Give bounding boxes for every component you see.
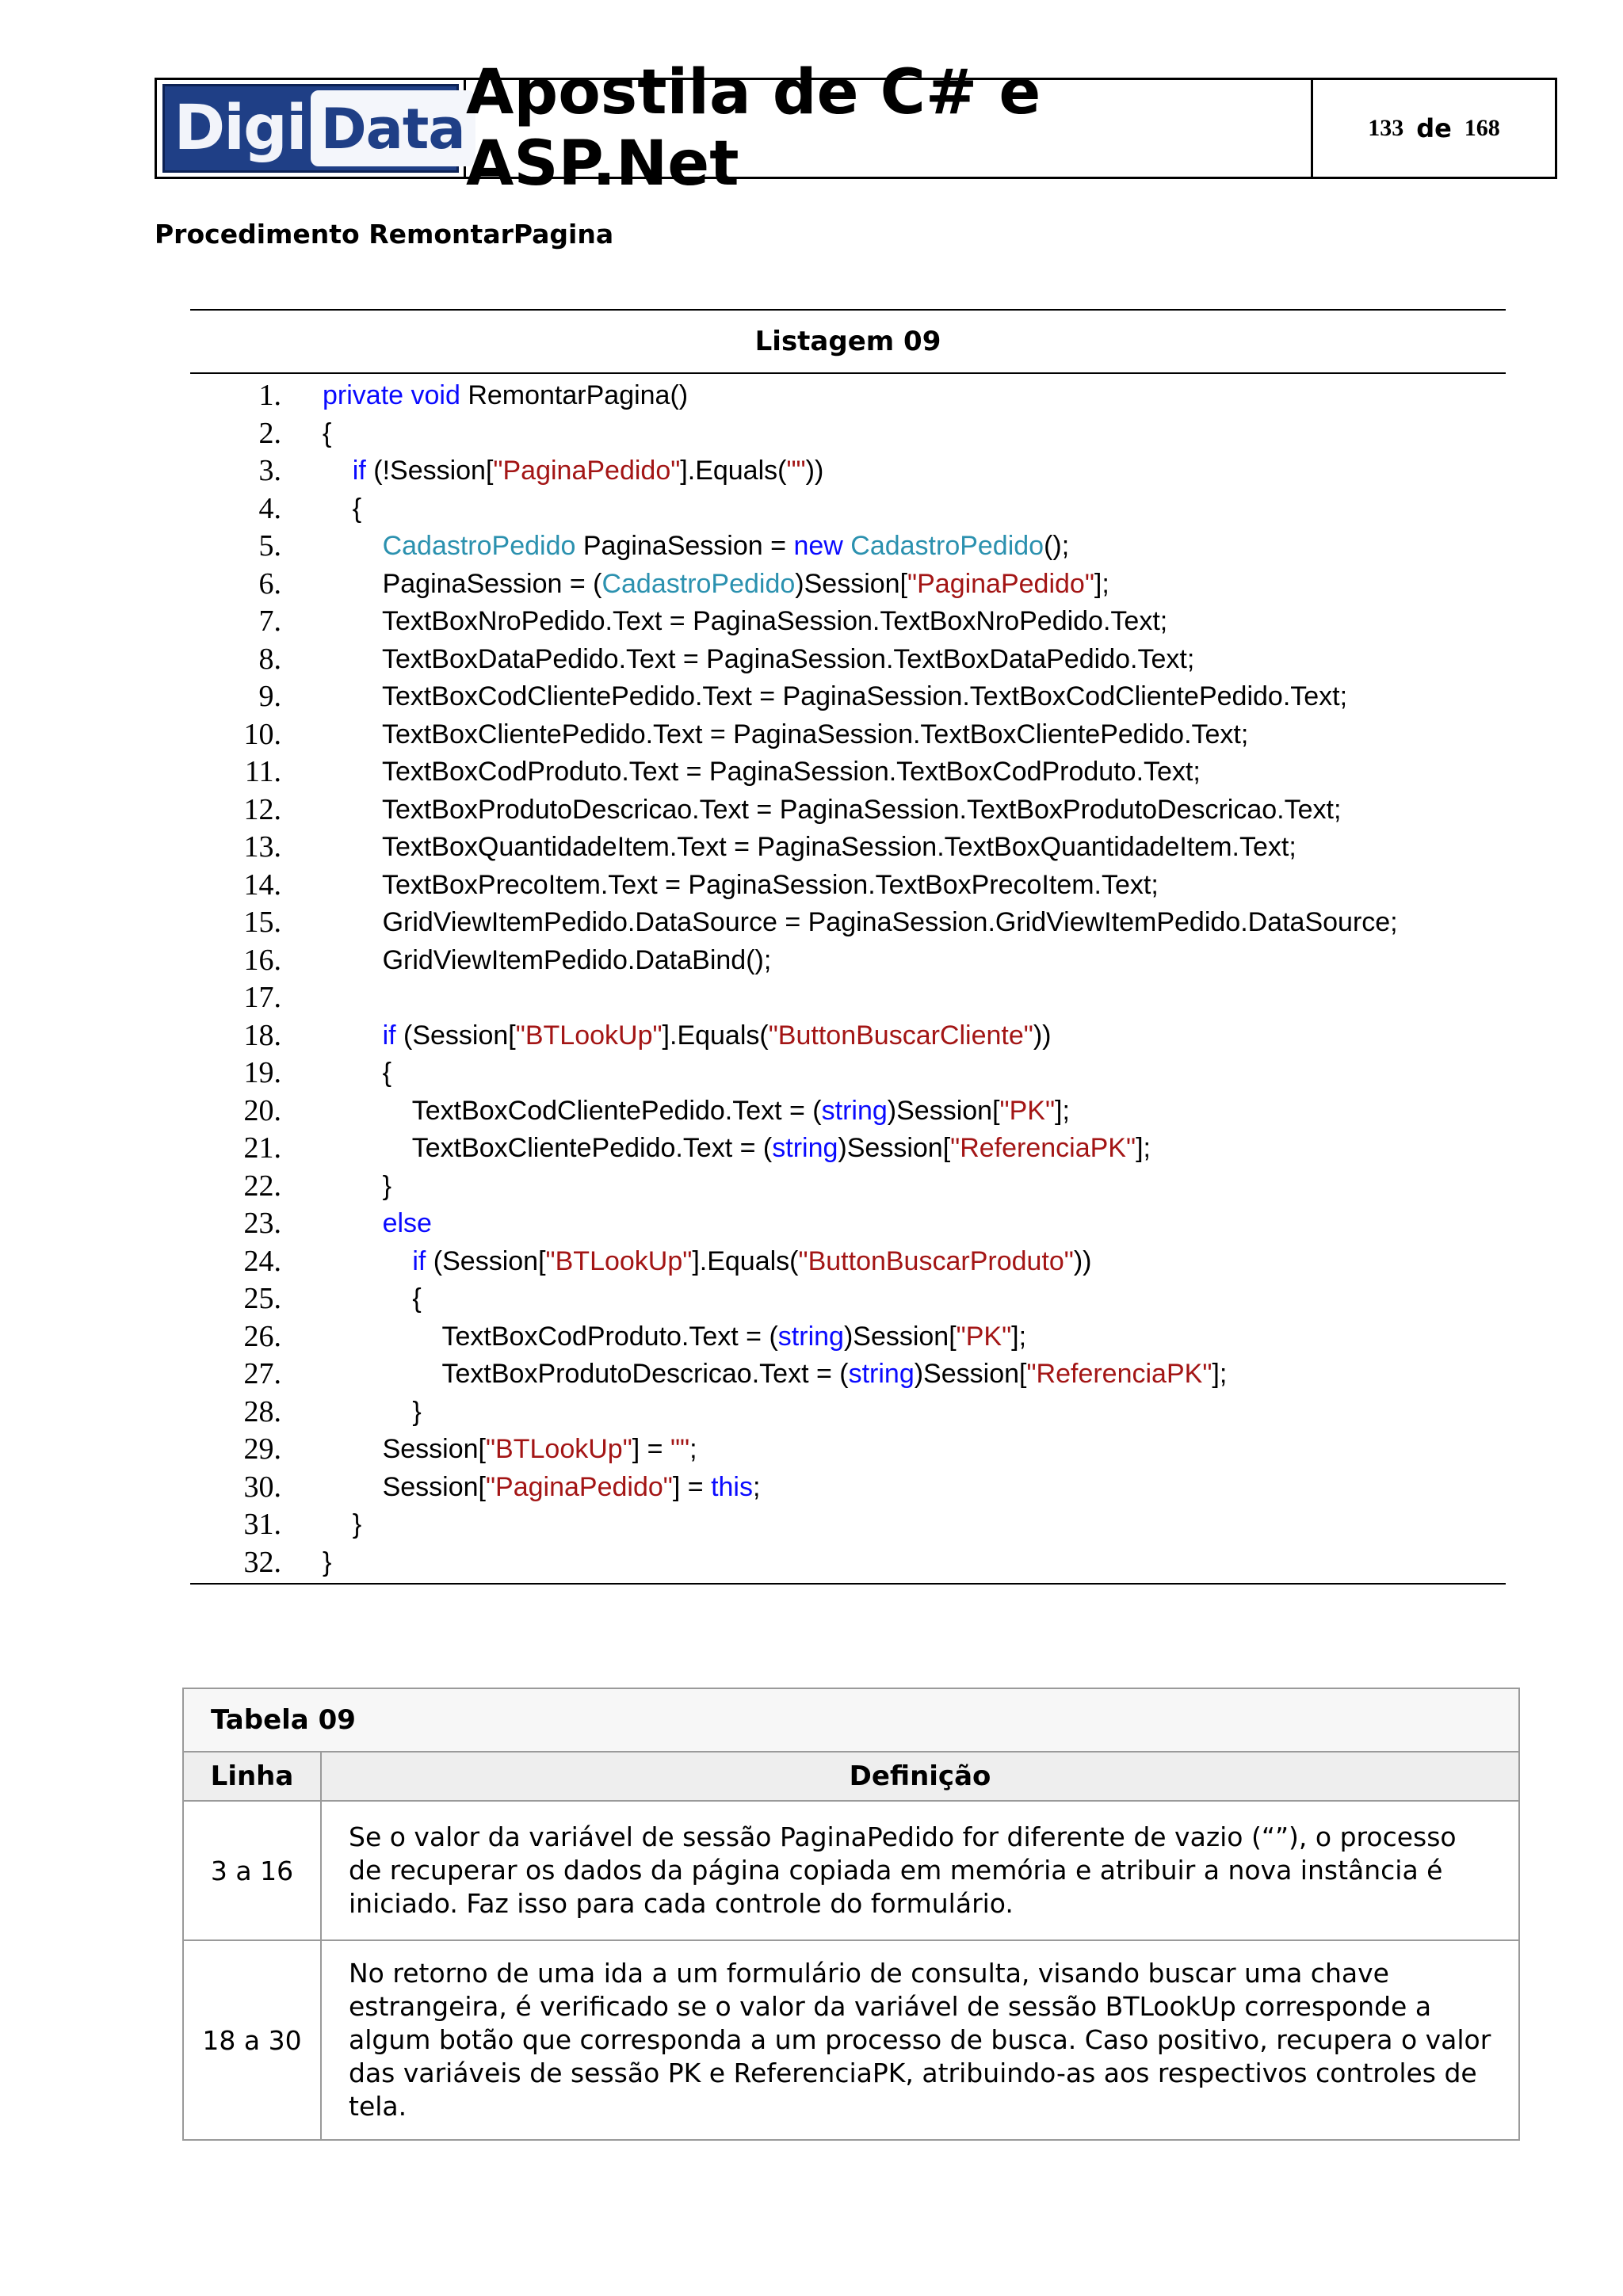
line-number: 19. — [243, 1056, 281, 1089]
code-line — [190, 829, 1506, 867]
code-line — [190, 1017, 1506, 1055]
code-token: ] = — [672, 1471, 712, 1502]
code-token — [323, 456, 353, 486]
code-text — [323, 452, 823, 490]
code-line — [190, 1280, 1506, 1318]
code-token: Session[ — [323, 1471, 486, 1502]
code-text — [323, 753, 1201, 791]
page-header — [155, 57, 1557, 200]
code-token: (); — [1044, 531, 1070, 561]
code-token: ]; — [1011, 1321, 1027, 1352]
code-line — [190, 1394, 1506, 1432]
code-token: ] = — [632, 1434, 670, 1464]
code-token: TextBoxQuantidadeItem.Text = PaginaSession.TextBoxQuantidadeItem.Text; — [323, 832, 1296, 862]
code-text — [323, 528, 1069, 566]
line-number: 12. — [243, 792, 281, 826]
code-token: "BTLookUp" — [515, 1020, 663, 1051]
line-number: 31. — [243, 1508, 281, 1541]
code-line — [190, 415, 1506, 453]
code-line — [190, 1055, 1506, 1093]
table-row — [183, 1940, 1519, 2140]
document-title: Apostila de C# e ASP.Net — [466, 80, 1313, 177]
code-token: "BTLookUp" — [545, 1245, 693, 1276]
code-text — [323, 1168, 391, 1206]
code-text — [323, 566, 1109, 604]
code-text — [323, 829, 1296, 867]
code-token — [843, 531, 850, 561]
code-token: (Session[ — [395, 1020, 516, 1051]
code-text — [323, 490, 361, 528]
code-token: "" — [786, 456, 806, 486]
code-token: TextBoxCodProduto.Text = ( — [323, 1321, 778, 1352]
logo-text-data: Data — [311, 90, 475, 166]
code-text — [323, 1469, 760, 1507]
code-token: "PK" — [956, 1321, 1012, 1352]
code-text — [323, 942, 771, 980]
code-text — [323, 1280, 422, 1318]
line-number: 9. — [258, 680, 281, 713]
line-number: 17. — [243, 981, 281, 1014]
code-token: )) — [1073, 1245, 1092, 1276]
code-token: )Session[ — [838, 1133, 951, 1163]
code-token: "" — [670, 1434, 690, 1464]
code-text — [323, 1394, 422, 1432]
code-token: } — [323, 1509, 362, 1539]
line-number: 15. — [243, 906, 281, 939]
page-current: 133 — [1368, 115, 1404, 141]
code-token: "ButtonBuscarProduto" — [798, 1245, 1074, 1276]
code-line — [190, 1544, 1506, 1582]
code-token: ].Equals( — [662, 1020, 769, 1051]
code-token: } — [323, 1396, 422, 1427]
code-listing — [190, 309, 1506, 1585]
line-number: 4. — [258, 491, 281, 525]
page-number — [1313, 80, 1555, 177]
code-token: TextBoxClientePedido.Text = PaginaSession.TextBoxClientePedido.Text; — [323, 719, 1249, 749]
code-token: (Session[ — [426, 1245, 546, 1276]
line-number: 14. — [243, 868, 281, 902]
code-text — [323, 603, 1167, 641]
code-token: TextBoxClientePedido.Text = ( — [323, 1133, 773, 1163]
code-line — [190, 1469, 1506, 1507]
line-number: 30. — [243, 1470, 281, 1504]
code-line — [190, 904, 1506, 942]
code-token: CadastroPedido — [382, 531, 576, 561]
code-line — [190, 566, 1506, 604]
code-token — [323, 1208, 383, 1238]
code-token: "ReferenciaPK" — [1026, 1359, 1212, 1389]
code-block — [190, 374, 1506, 1585]
line-number: 22. — [243, 1169, 281, 1203]
code-line — [190, 867, 1506, 905]
code-text — [323, 1205, 432, 1243]
code-token: TextBoxCodProduto.Text = PaginaSession.TextBoxCodProduto.Text; — [323, 757, 1201, 787]
code-token: TextBoxProdutoDescricao.Text = PaginaSession.TextBoxProdutoDescricao.Text; — [323, 794, 1342, 825]
code-text — [323, 1506, 361, 1544]
code-text — [323, 716, 1248, 754]
code-token: PaginaSession = — [575, 531, 794, 561]
code-line — [190, 716, 1506, 754]
code-token: GridViewItemPedido.DataSource = PaginaSession.GridViewItemPedido.DataSource; — [323, 907, 1398, 937]
code-line — [190, 1356, 1506, 1394]
code-text — [323, 1055, 391, 1093]
code-text — [323, 1243, 1092, 1281]
code-token: else — [382, 1208, 432, 1238]
code-token: "ReferenciaPK" — [950, 1133, 1136, 1163]
code-token: } — [323, 1547, 332, 1577]
code-token — [323, 1246, 412, 1276]
code-token: if — [352, 456, 366, 486]
code-line — [190, 1130, 1506, 1168]
code-token: { — [323, 493, 362, 524]
code-text — [323, 1093, 1070, 1131]
code-token: )Session[ — [887, 1095, 1000, 1126]
line-number: 1. — [258, 379, 281, 412]
code-token: (!Session[ — [365, 456, 494, 486]
code-token — [323, 531, 383, 561]
line-number: 7. — [258, 605, 281, 638]
line-number: 26. — [243, 1319, 281, 1353]
code-token: TextBoxCodClientePedido.Text = PaginaSession.TextBoxCodClientePedido.Text; — [323, 681, 1348, 711]
code-token: )Session[ — [795, 568, 908, 599]
line-number: 24. — [243, 1244, 281, 1278]
code-line — [190, 603, 1506, 641]
cell-definicao: No retorno de uma ida a um formulário de consulta, visando buscar uma chave estrangeira, é verificado se o valor da variável de sessão BTLookUp corresponde a algum botão que corresponda a um processo de busca. Caso positivo, recupera o valor das variáveis de sessão PK e ReferenciaPK, atribuindo-as aos respectivos controles de tela. — [321, 1940, 1519, 2140]
line-number: 11. — [244, 755, 281, 788]
line-number: 25. — [243, 1282, 281, 1315]
code-token: )) — [1033, 1020, 1052, 1051]
column-header-linha: Linha — [183, 1752, 321, 1801]
digidata-logo — [162, 84, 465, 173]
code-token: TextBoxNroPedido.Text = PaginaSession.TextBoxNroPedido.Text; — [323, 606, 1168, 636]
code-line — [190, 979, 1506, 1017]
code-token: string — [777, 1321, 844, 1352]
code-line — [190, 1506, 1506, 1544]
column-header-definicao: Definição — [321, 1752, 1519, 1801]
code-token: this — [711, 1471, 753, 1502]
code-text — [323, 678, 1347, 716]
code-token: string — [772, 1133, 838, 1163]
line-number: 18. — [243, 1018, 281, 1052]
cell-linha: 18 a 30 — [183, 1940, 321, 2140]
code-line — [190, 791, 1506, 830]
cell-linha: 3 a 16 — [183, 1801, 321, 1940]
code-token: string — [848, 1359, 915, 1389]
logo-cell — [157, 80, 466, 177]
code-token: PaginaSession = ( — [323, 568, 602, 599]
code-token: CadastroPedido — [850, 531, 1044, 561]
code-token: )) — [805, 456, 824, 486]
code-text — [323, 377, 688, 415]
line-number: 3. — [258, 454, 281, 487]
code-token: RemontarPagina() — [460, 380, 689, 410]
line-number: 2. — [258, 416, 281, 450]
definition-table — [182, 1688, 1520, 2141]
table-caption: Tabela 09 — [183, 1688, 1519, 1752]
code-line — [190, 377, 1506, 415]
line-number: 13. — [243, 830, 281, 864]
code-line — [190, 1431, 1506, 1469]
code-token: } — [323, 1170, 391, 1201]
code-line — [190, 1205, 1506, 1243]
line-number: 6. — [258, 566, 281, 601]
code-text — [323, 415, 331, 453]
code-line — [190, 641, 1506, 679]
cell-definicao: Se o valor da variável de sessão PaginaPedido for diferente de vazio (“”), o processo de recuperar os dados da página copiada em memória e atribuir a nova instância é iniciado. Faz isso para cada controle do formulário. — [321, 1801, 1519, 1940]
listing-title: Listagem 09 — [190, 309, 1506, 374]
table-row — [183, 1801, 1519, 1940]
code-text — [323, 1318, 1026, 1356]
code-token: new — [793, 531, 843, 561]
line-number: 5. — [258, 529, 281, 563]
code-line — [190, 1093, 1506, 1131]
code-token: "BTLookUp" — [485, 1434, 632, 1464]
code-token: "PaginaPedido" — [493, 456, 681, 486]
code-text — [323, 641, 1194, 679]
code-token: )Session[ — [914, 1359, 1027, 1389]
section-title: Procedimento RemontarPagina — [155, 219, 614, 250]
code-line — [190, 942, 1506, 980]
code-token: private void — [323, 380, 460, 410]
line-number: 28. — [243, 1394, 281, 1428]
line-number: 21. — [243, 1131, 281, 1165]
code-token: { — [323, 1058, 391, 1088]
code-token: GridViewItemPedido.DataBind(); — [323, 944, 772, 975]
code-token: { — [323, 1283, 422, 1314]
line-number: 27. — [243, 1357, 281, 1390]
code-text — [323, 904, 1398, 942]
code-token: ].Equals( — [692, 1245, 799, 1276]
code-line — [190, 490, 1506, 528]
code-text — [323, 1544, 331, 1582]
page-separator: de — [1416, 113, 1452, 143]
line-number: 29. — [243, 1432, 281, 1466]
code-token: )Session[ — [843, 1321, 957, 1352]
code-line — [190, 678, 1506, 716]
code-token: if — [382, 1020, 396, 1051]
line-number: 16. — [243, 943, 281, 977]
code-token: ]; — [1094, 568, 1109, 599]
code-token: "ButtonBuscarCliente" — [768, 1020, 1033, 1051]
code-token — [323, 1020, 383, 1051]
line-number: 10. — [243, 717, 281, 751]
code-token: if — [412, 1245, 426, 1276]
code-token: TextBoxPrecoItem.Text = PaginaSession.TextBoxPrecoItem.Text; — [323, 869, 1159, 900]
code-line — [190, 1243, 1506, 1281]
logo-text-digi: Digi — [174, 93, 306, 164]
page-total: 168 — [1464, 115, 1500, 141]
code-token: TextBoxDataPedido.Text = PaginaSession.TextBoxDataPedido.Text; — [323, 643, 1195, 674]
code-line — [190, 1318, 1506, 1356]
code-token: CadastroPedido — [601, 568, 796, 599]
code-line — [190, 1168, 1506, 1206]
code-text — [323, 867, 1159, 905]
code-text — [323, 1356, 1227, 1394]
code-line — [190, 528, 1506, 566]
code-token: Session[ — [323, 1434, 486, 1464]
line-number: 23. — [243, 1207, 281, 1240]
code-token: { — [323, 418, 332, 448]
code-token: string — [821, 1095, 888, 1126]
code-token: ]; — [1136, 1133, 1151, 1163]
line-number: 20. — [243, 1093, 281, 1127]
code-token: TextBoxProdutoDescricao.Text = ( — [323, 1359, 849, 1389]
code-text — [323, 1017, 1051, 1055]
code-token: ; — [752, 1471, 761, 1502]
code-text — [323, 1431, 697, 1469]
code-token: ; — [689, 1434, 697, 1464]
code-token: ]; — [1055, 1095, 1070, 1126]
code-token: "PK" — [999, 1095, 1056, 1126]
code-line — [190, 753, 1506, 791]
code-token: "PaginaPedido" — [907, 568, 1094, 599]
code-token: TextBoxCodClientePedido.Text = ( — [323, 1095, 822, 1126]
code-line — [190, 452, 1506, 490]
code-text — [323, 1130, 1151, 1168]
code-text — [323, 791, 1341, 830]
code-token: ].Equals( — [680, 456, 787, 486]
code-token: "PaginaPedido" — [485, 1471, 673, 1502]
line-number: 8. — [258, 642, 281, 676]
line-number: 32. — [243, 1545, 281, 1579]
code-token: ]; — [1212, 1359, 1228, 1389]
